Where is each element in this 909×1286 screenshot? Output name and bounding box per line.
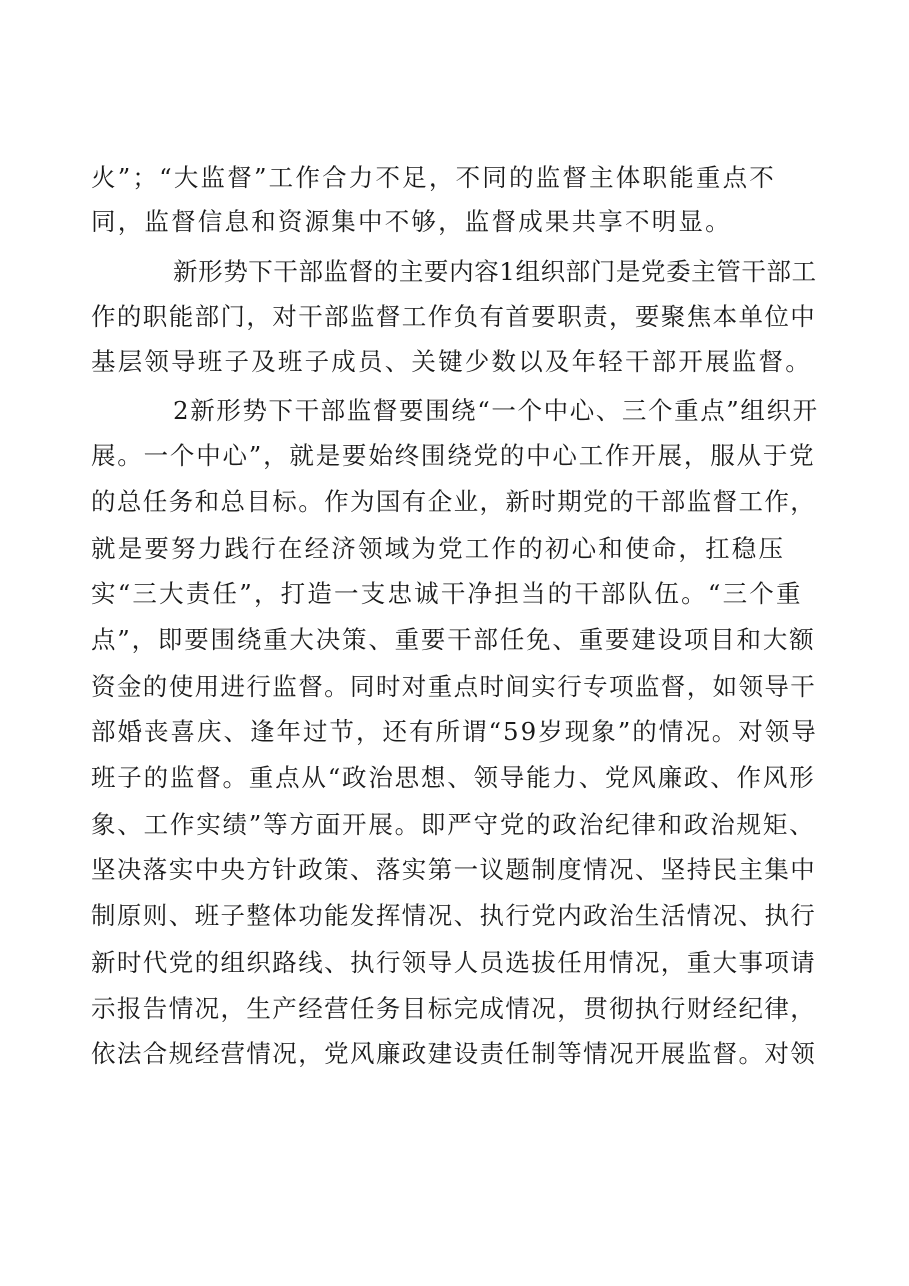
text-line-10: 实“三大责任”，打造一支忠诚干净担当的干部队伍。“三个重 xyxy=(91,579,803,608)
paragraph-start-line: 新形势下干部监督的主要内容1组织部门是党委主管干部工 xyxy=(173,257,817,286)
text-line-16: 坚决落实中央方针政策、落实第一议题制度情况、坚持民主集中 xyxy=(91,855,817,884)
text-line-9: 就是要努力践行在经济领域为党工作的初心和使命，扛稳压 xyxy=(91,534,786,563)
text-line-17: 制原则、班子整体功能发挥情况、执行党内政治生活情况、执行 xyxy=(91,901,817,930)
text-line-7: 展。一个中心”，就是要始终围绕党的中心工作开展，服从于党 xyxy=(91,441,816,470)
text-line-20: 依法合规经营情况，党风廉政建设责任制等情况开展监督。对领 xyxy=(91,1039,817,1068)
text-line-13: 部婚丧喜庆、逢年过节，还有所谓“59岁现象”的情况。对领导 xyxy=(91,717,818,746)
text-line-18: 新时代党的组织路线、执行领导人员选拔任用情况，重大事项请 xyxy=(91,948,817,977)
text-line-4: 作的职能部门，对干部监督工作负有首要职责，要聚焦本单位中 xyxy=(91,302,817,331)
paragraph-start-line: 2新形势下干部监督要围绕“一个中心、三个重点”组织开 xyxy=(173,396,819,425)
text-line-1: 火”；“大监督”工作合力不足，不同的监督主体职能重点不 xyxy=(91,163,776,192)
text-line-19: 示报告情况，生产经营任务目标完成情况，贯彻执行财经纪律， xyxy=(91,994,817,1023)
text-line-15: 象、工作实绩”等方面开展。即严守党的政治纪律和政治规矩、 xyxy=(91,810,816,839)
text-line-12: 资金的使用进行监督。同时对重点时间实行专项监督，如领导干 xyxy=(91,672,817,701)
text-line-2: 同，监督信息和资源集中不够，监督成果共享不明显。 xyxy=(91,207,732,236)
text-line-11: 点”，即要围绕重大决策、重要干部任免、重要建设项目和大额 xyxy=(91,625,816,654)
text-line-14: 班子的监督。重点从“政治思想、领导能力、党风廉政、作风形 xyxy=(91,763,816,792)
text-line-5: 基层领导班子及班子成员、关键少数以及年轻干部开展监督。 xyxy=(91,347,812,376)
text-line-8: 的总任务和总目标。作为国有企业，新时期党的干部监督工作， xyxy=(91,487,817,516)
